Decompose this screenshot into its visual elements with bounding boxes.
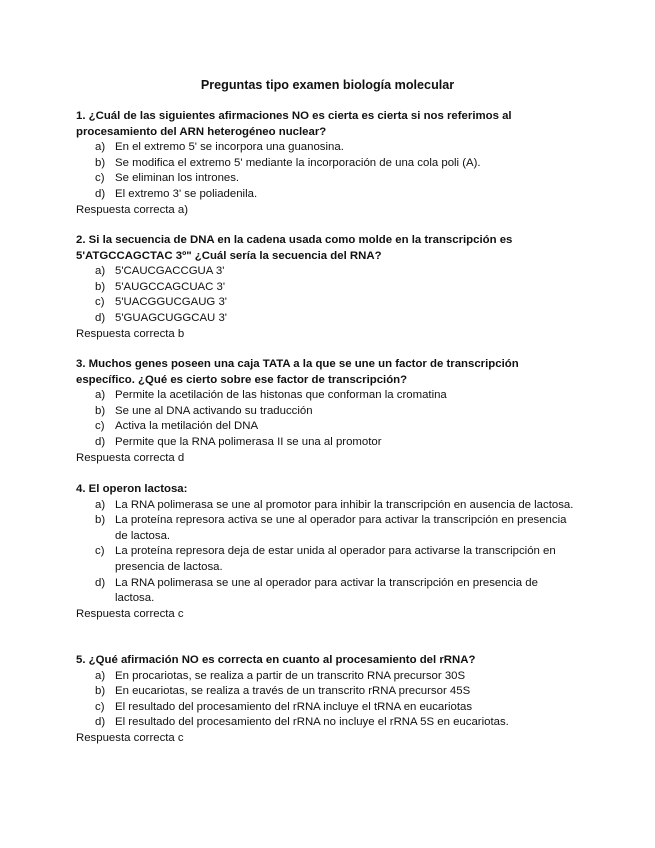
option-letter: a) (95, 141, 106, 154)
option-d (76, 187, 576, 203)
option-letter: c) (95, 700, 105, 713)
option-text: 5'AUGCCAGCUAC 3' (115, 280, 226, 293)
option-text: Se une al DNA activando su traducción (115, 404, 313, 417)
option-text: En procariotas, se realiza a partir de un transcrito RNA precursor 30S (115, 669, 466, 682)
option-text: La proteína represora activa se une al operador para activar la transcripción en presencia de lactosa. (115, 514, 567, 542)
option-letter: c) (95, 420, 105, 433)
option-b (76, 404, 576, 420)
correct-answer: Respuesta correcta b (76, 327, 185, 340)
option-d (76, 715, 576, 731)
option-text: La RNA polimerasa se une al operador para activar la transcripción en presencia de lactosa. (115, 576, 538, 605)
option-letter: d) (95, 187, 106, 200)
question-5 (76, 653, 576, 747)
option-letter: c) (95, 545, 105, 558)
option-letter: d) (95, 576, 106, 589)
option-b (76, 513, 576, 544)
correct-answer: Respuesta correcta a) (76, 203, 189, 216)
option-text: El resultado del procesamiento del rRNA incluye el tRNA en eucariotas (115, 700, 473, 713)
question-text: 2. Si la secuencia de DNA en la cadena usada como molde en la transcripción es 5'ATGCCAGCTAC 3º" ¿Cuál sería la secuencia del RNA? (76, 234, 513, 262)
page-title: Preguntas tipo examen biología molecular (200, 78, 455, 92)
question-2 (76, 233, 576, 342)
option-d (76, 311, 576, 327)
option-c (76, 419, 576, 435)
options-list (76, 140, 576, 202)
option-text: 5'UACGGUCGAUG 3' (115, 296, 227, 309)
option-letter: b) (95, 514, 106, 527)
question-3 (76, 357, 576, 466)
question-text: 4. El operon lactosa: (76, 483, 188, 495)
option-d (76, 435, 576, 451)
option-letter: a) (95, 389, 106, 402)
option-text: El resultado del procesamiento del rRNA no incluye el rRNA 5S en eucariotas. (115, 716, 509, 729)
option-d (76, 576, 576, 607)
question-text: 1. ¿Cuál de las siguientes afirmaciones NO es cierta es cierta si nos referimos al procesamiento del ARN heterogéneo nuclear? (76, 110, 512, 138)
option-c (76, 171, 576, 187)
option-letter: d) (95, 311, 106, 324)
option-letter: b) (95, 404, 106, 417)
option-text: La RNA polimerasa se une al promotor para inhibir la transcripción en ausencia de lactosa. (115, 498, 574, 511)
options-list (76, 264, 576, 326)
option-text: Permite la acetilación de las histonas que conforman la cromatina (115, 389, 447, 402)
correct-answer: Respuesta correcta c (76, 607, 184, 620)
option-text: La proteína represora deja de estar unida al operador para activarse la transcripción en presencia de lactosa. (115, 545, 556, 573)
option-c (76, 700, 576, 716)
option-letter: b) (95, 685, 106, 698)
options-list (76, 498, 576, 607)
question-4 (76, 482, 576, 622)
correct-answer: Respuesta correcta c (76, 731, 184, 744)
option-a (76, 140, 576, 156)
options-list (76, 388, 576, 450)
option-b (76, 280, 576, 296)
option-text: Se eliminan los intrones. (115, 172, 240, 185)
option-letter: a) (95, 498, 106, 511)
option-letter: b) (95, 156, 106, 169)
option-letter: a) (95, 265, 106, 278)
option-a (76, 498, 576, 514)
option-text: 5'GUAGCUGGCAU 3' (115, 311, 227, 324)
option-a (76, 264, 576, 280)
option-c (76, 544, 576, 575)
option-text: Se modifica el extremo 5' mediante la incorporación de una cola poli (A). (115, 156, 481, 169)
option-letter: b) (95, 280, 106, 293)
option-a (76, 388, 576, 404)
option-c (76, 295, 576, 311)
option-text: El extremo 3' se poliadenila. (115, 187, 258, 200)
option-text: Activa la metilación del DNA (115, 420, 259, 433)
option-text: Permite que la RNA polimerasa II se una al promotor (115, 435, 382, 448)
option-letter: d) (95, 716, 106, 729)
question-text: 5. ¿Qué afirmación NO es correcta en cuanto al procesamiento del rRNA? (76, 654, 476, 666)
option-letter: c) (95, 296, 105, 309)
option-text: En eucariotas, se realiza a través de un transcrito rRNA precursor 45S (115, 685, 471, 698)
option-b (76, 156, 576, 172)
option-letter: c) (95, 172, 105, 185)
options-list (76, 669, 576, 731)
option-letter: a) (95, 669, 106, 682)
option-letter: d) (95, 435, 106, 448)
question-text: 3. Muchos genes poseen una caja TATA a la que se une un factor de transcripción específico. ¿Qué es cierto sobre ese factor de transcripción? (76, 358, 519, 386)
option-a (76, 669, 576, 685)
option-text: En el extremo 5' se incorpora una guanosina. (115, 141, 344, 154)
question-1 (76, 109, 576, 218)
correct-answer: Respuesta correcta d (76, 451, 185, 464)
option-b (76, 684, 576, 700)
option-text: 5'CAUCGACCGUA 3' (115, 265, 225, 278)
